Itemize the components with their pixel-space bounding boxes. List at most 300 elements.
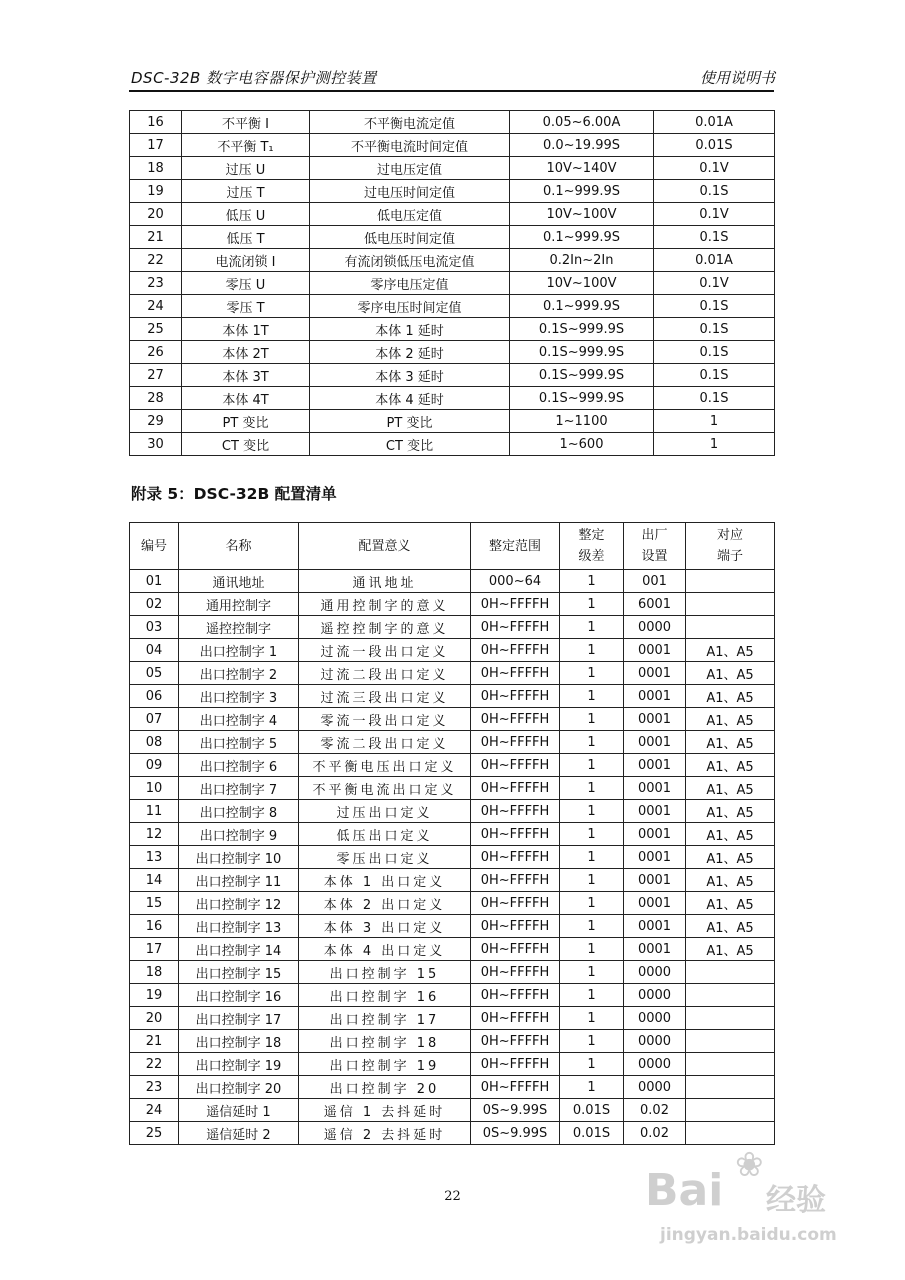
header-name: 名称: [179, 523, 299, 570]
number-cell: 21: [130, 1030, 179, 1053]
config-table-body: [130, 570, 775, 1145]
name-cell: 出口控制字 15: [179, 961, 299, 984]
meaning-cell: 过压出口定义: [299, 800, 471, 823]
default-cell: 0001: [624, 777, 686, 800]
number-cell: 18: [130, 157, 182, 180]
name-cell: 不平衡 T₁: [182, 134, 310, 157]
range-cell: 0H~FFFFH: [471, 800, 560, 823]
config-row: [130, 639, 775, 662]
range-cell: 0H~FFFFH: [471, 639, 560, 662]
meaning-cell: 过流二段出口定义: [299, 662, 471, 685]
range-cell: 10V~140V: [510, 157, 654, 180]
number-cell: 02: [130, 593, 179, 616]
name-cell: 出口控制字 18: [179, 1030, 299, 1053]
default-cell: 6001: [624, 593, 686, 616]
default-cell: 0001: [624, 731, 686, 754]
range-cell: 0H~FFFFH: [471, 915, 560, 938]
range-cell: 0S~9.99S: [471, 1099, 560, 1122]
number-cell: 12: [130, 823, 179, 846]
meaning-cell: 不平衡电流时间定值: [310, 134, 510, 157]
number-cell: 23: [130, 272, 182, 295]
name-cell: 本体 3T: [182, 364, 310, 387]
config-row: [130, 731, 775, 754]
step-cell: 1: [560, 754, 624, 777]
meaning-cell: 遥控控制字的意义: [299, 616, 471, 639]
terminal-cell: A1、A5: [686, 708, 775, 731]
range-cell: 0H~FFFFH: [471, 892, 560, 915]
range-cell: 0H~FFFFH: [471, 708, 560, 731]
meaning-cell: 本体 3 延时: [310, 364, 510, 387]
step-cell: 1: [560, 915, 624, 938]
header-default-line2: 设置: [641, 549, 668, 564]
terminal-cell: [686, 1076, 775, 1099]
name-cell: 低压 T: [182, 226, 310, 249]
header-meaning: 配置意义: [299, 523, 471, 570]
step-cell: 0.1S: [654, 318, 775, 341]
settings-row: [130, 226, 775, 249]
default-cell: 0.02: [624, 1122, 686, 1145]
name-cell: 出口控制字 11: [179, 869, 299, 892]
range-cell: 0.1S~999.9S: [510, 387, 654, 410]
step-cell: 1: [560, 800, 624, 823]
settings-row: [130, 387, 775, 410]
range-cell: 0H~FFFFH: [471, 846, 560, 869]
step-cell: 1: [560, 593, 624, 616]
name-cell: 过压 T: [182, 180, 310, 203]
range-cell: 0H~FFFFH: [471, 593, 560, 616]
step-cell: 1: [560, 1053, 624, 1076]
terminal-cell: A1、A5: [686, 639, 775, 662]
number-cell: 08: [130, 731, 179, 754]
terminal-cell: A1、A5: [686, 662, 775, 685]
default-cell: 0000: [624, 961, 686, 984]
meaning-cell: 过电压时间定值: [310, 180, 510, 203]
number-cell: 16: [130, 111, 182, 134]
baidu-jingyan-watermark: [640, 1145, 850, 1255]
settings-row: [130, 341, 775, 364]
config-row: [130, 593, 775, 616]
number-cell: 01: [130, 570, 179, 593]
number-cell: 14: [130, 869, 179, 892]
terminal-cell: [686, 961, 775, 984]
name-cell: 出口控制字 4: [179, 708, 299, 731]
terminal-cell: [686, 593, 775, 616]
name-cell: 不平衡 I: [182, 111, 310, 134]
watermark-brand-cn: 经验: [766, 1183, 826, 1218]
step-cell: 1: [560, 570, 624, 593]
range-cell: 0.2In~2In: [510, 249, 654, 272]
config-table: [129, 522, 775, 1145]
step-cell: 1: [560, 1030, 624, 1053]
page-number: 22: [444, 1189, 461, 1204]
name-cell: 遥信延时 2: [179, 1122, 299, 1145]
name-cell: 出口控制字 10: [179, 846, 299, 869]
meaning-cell: 本体 2 延时: [310, 341, 510, 364]
header-default: [624, 523, 686, 570]
terminal-cell: A1、A5: [686, 754, 775, 777]
number-cell: 23: [130, 1076, 179, 1099]
meaning-cell: PT 变比: [310, 410, 510, 433]
number-cell: 24: [130, 1099, 179, 1122]
meaning-cell: 低电压时间定值: [310, 226, 510, 249]
range-cell: 000~64: [471, 570, 560, 593]
range-cell: 0H~FFFFH: [471, 731, 560, 754]
terminal-cell: [686, 1030, 775, 1053]
name-cell: 零压 T: [182, 295, 310, 318]
number-cell: 29: [130, 410, 182, 433]
meaning-cell: 本体 3 出口定义: [299, 915, 471, 938]
default-cell: 0000: [624, 1007, 686, 1030]
number-cell: 05: [130, 662, 179, 685]
terminal-cell: A1、A5: [686, 777, 775, 800]
number-cell: 17: [130, 134, 182, 157]
range-cell: 0H~FFFFH: [471, 1007, 560, 1030]
name-cell: 过压 U: [182, 157, 310, 180]
config-row: [130, 1122, 775, 1145]
settings-row: [130, 249, 775, 272]
step-cell: 0.1S: [654, 295, 775, 318]
header-terminal-line1: 对应: [716, 528, 743, 543]
step-cell: 0.1S: [654, 387, 775, 410]
name-cell: 遥控控制字: [179, 616, 299, 639]
meaning-cell: 有流闭锁低压电流定值: [310, 249, 510, 272]
range-cell: 0H~FFFFH: [471, 1030, 560, 1053]
terminal-cell: A1、A5: [686, 685, 775, 708]
meaning-cell: 过流三段出口定义: [299, 685, 471, 708]
name-cell: 出口控制字 8: [179, 800, 299, 823]
config-row: [130, 984, 775, 1007]
step-cell: 1: [560, 869, 624, 892]
name-cell: 出口控制字 14: [179, 938, 299, 961]
terminal-cell: A1、A5: [686, 869, 775, 892]
default-cell: 0001: [624, 708, 686, 731]
range-cell: 0.1~999.9S: [510, 180, 654, 203]
step-cell: 1: [560, 961, 624, 984]
meaning-cell: 遥信 2 去抖延时: [299, 1122, 471, 1145]
settings-row: [130, 318, 775, 341]
default-cell: 0.02: [624, 1099, 686, 1122]
header-default-line1: 出厂: [641, 528, 668, 543]
settings-row: [130, 364, 775, 387]
terminal-cell: A1、A5: [686, 800, 775, 823]
range-cell: 10V~100V: [510, 272, 654, 295]
number-cell: 09: [130, 754, 179, 777]
config-row: [130, 938, 775, 961]
terminal-cell: A1、A5: [686, 823, 775, 846]
name-cell: 低压 U: [182, 203, 310, 226]
meaning-cell: 本体 4 出口定义: [299, 938, 471, 961]
number-cell: 20: [130, 203, 182, 226]
meaning-cell: 零流一段出口定义: [299, 708, 471, 731]
meaning-cell: 本体 2 出口定义: [299, 892, 471, 915]
config-row: [130, 846, 775, 869]
meaning-cell: 出口控制字 16: [299, 984, 471, 1007]
name-cell: 出口控制字 20: [179, 1076, 299, 1099]
range-cell: 0H~FFFFH: [471, 823, 560, 846]
appendix-title: 附录 5：DSC-32B 配置清单: [131, 485, 337, 503]
meaning-cell: 零流二段出口定义: [299, 731, 471, 754]
step-cell: 1: [560, 1076, 624, 1099]
meaning-cell: 本体 4 延时: [310, 387, 510, 410]
terminal-cell: A1、A5: [686, 938, 775, 961]
header-range: 整定范围: [471, 523, 560, 570]
default-cell: 0000: [624, 984, 686, 1007]
number-cell: 20: [130, 1007, 179, 1030]
range-cell: 0H~FFFFH: [471, 1076, 560, 1099]
range-cell: 0.1S~999.9S: [510, 318, 654, 341]
settings-row: [130, 410, 775, 433]
range-cell: 0.0~19.99S: [510, 134, 654, 157]
range-cell: 0S~9.99S: [471, 1122, 560, 1145]
meaning-cell: 零压出口定义: [299, 846, 471, 869]
settings-table: [129, 110, 775, 456]
meaning-cell: 低压出口定义: [299, 823, 471, 846]
meaning-cell: 出口控制字 20: [299, 1076, 471, 1099]
name-cell: 出口控制字 1: [179, 639, 299, 662]
terminal-cell: [686, 1053, 775, 1076]
document-header-manual: 使用说明书: [699, 69, 775, 87]
settings-row: [130, 157, 775, 180]
range-cell: 0.05~6.00A: [510, 111, 654, 134]
header-step-line2: 级差: [578, 549, 605, 564]
name-cell: 出口控制字 16: [179, 984, 299, 1007]
step-cell: 1: [560, 639, 624, 662]
config-row: [130, 1053, 775, 1076]
meaning-cell: 出口控制字 19: [299, 1053, 471, 1076]
range-cell: 0H~FFFFH: [471, 662, 560, 685]
name-cell: 出口控制字 19: [179, 1053, 299, 1076]
name-cell: 出口控制字 5: [179, 731, 299, 754]
header-terminal-line2: 端子: [716, 549, 743, 564]
step-cell: 1: [560, 846, 624, 869]
step-cell: 0.01A: [654, 249, 775, 272]
range-cell: 0.1S~999.9S: [510, 364, 654, 387]
default-cell: 001: [624, 570, 686, 593]
step-cell: 1: [560, 662, 624, 685]
range-cell: 10V~100V: [510, 203, 654, 226]
step-cell: 0.1S: [654, 341, 775, 364]
default-cell: 0001: [624, 823, 686, 846]
meaning-cell: CT 变比: [310, 433, 510, 456]
settings-row: [130, 111, 775, 134]
number-cell: 25: [130, 318, 182, 341]
number-cell: 25: [130, 1122, 179, 1145]
meaning-cell: 低电压定值: [310, 203, 510, 226]
range-cell: 0H~FFFFH: [471, 961, 560, 984]
step-cell: 1: [560, 892, 624, 915]
default-cell: 0000: [624, 1076, 686, 1099]
terminal-cell: [686, 984, 775, 1007]
default-cell: 0001: [624, 800, 686, 823]
step-cell: 0.1V: [654, 272, 775, 295]
settings-row: [130, 180, 775, 203]
number-cell: 24: [130, 295, 182, 318]
default-cell: 0001: [624, 938, 686, 961]
step-cell: 0.01S: [560, 1122, 624, 1145]
name-cell: 本体 2T: [182, 341, 310, 364]
meaning-cell: 本体 1 出口定义: [299, 869, 471, 892]
step-cell: 1: [560, 1007, 624, 1030]
config-table-header-row: [130, 523, 775, 570]
default-cell: 0001: [624, 639, 686, 662]
step-cell: 1: [560, 984, 624, 1007]
config-row: [130, 823, 775, 846]
settings-row: [130, 203, 775, 226]
terminal-cell: [686, 1007, 775, 1030]
default-cell: 0000: [624, 1030, 686, 1053]
config-row: [130, 777, 775, 800]
number-cell: 21: [130, 226, 182, 249]
number-cell: 16: [130, 915, 179, 938]
number-cell: 03: [130, 616, 179, 639]
meaning-cell: 零序电压时间定值: [310, 295, 510, 318]
meaning-cell: 出口控制字 18: [299, 1030, 471, 1053]
header-step-line1: 整定: [578, 528, 605, 543]
step-cell: 1: [654, 433, 775, 456]
number-cell: 19: [130, 984, 179, 1007]
number-cell: 10: [130, 777, 179, 800]
terminal-cell: [686, 616, 775, 639]
name-cell: 通用控制字: [179, 593, 299, 616]
name-cell: 出口控制字 13: [179, 915, 299, 938]
default-cell: 0001: [624, 915, 686, 938]
paw-icon: ❀: [735, 1145, 764, 1185]
step-cell: 0.01A: [654, 111, 775, 134]
config-row: [130, 1076, 775, 1099]
step-cell: 1: [560, 685, 624, 708]
terminal-cell: A1、A5: [686, 892, 775, 915]
number-cell: 26: [130, 341, 182, 364]
default-cell: 0000: [624, 616, 686, 639]
config-row: [130, 892, 775, 915]
step-cell: 0.01S: [560, 1099, 624, 1122]
range-cell: 0.1S~999.9S: [510, 341, 654, 364]
name-cell: 出口控制字 2: [179, 662, 299, 685]
config-row: [130, 685, 775, 708]
name-cell: 电流闭锁 I: [182, 249, 310, 272]
default-cell: 0001: [624, 846, 686, 869]
step-cell: 1: [560, 777, 624, 800]
meaning-cell: 不平衡电流定值: [310, 111, 510, 134]
step-cell: 0.1V: [654, 157, 775, 180]
settings-table-body: [130, 111, 775, 456]
range-cell: 1~1100: [510, 410, 654, 433]
range-cell: 0H~FFFFH: [471, 938, 560, 961]
name-cell: 出口控制字 17: [179, 1007, 299, 1030]
number-cell: 17: [130, 938, 179, 961]
watermark-url: jingyan.baidu.com: [660, 1225, 837, 1245]
number-cell: 22: [130, 1053, 179, 1076]
step-cell: 1: [654, 410, 775, 433]
default-cell: 0001: [624, 869, 686, 892]
number-cell: 27: [130, 364, 182, 387]
terminal-cell: A1、A5: [686, 846, 775, 869]
header-step: [560, 523, 624, 570]
name-cell: 零压 U: [182, 272, 310, 295]
meaning-cell: 零序电压定值: [310, 272, 510, 295]
meaning-cell: 出口控制字 17: [299, 1007, 471, 1030]
name-cell: CT 变比: [182, 433, 310, 456]
range-cell: 0H~FFFFH: [471, 869, 560, 892]
default-cell: 0001: [624, 754, 686, 777]
range-cell: 0.1~999.9S: [510, 226, 654, 249]
header-number: 编号: [130, 523, 179, 570]
document-header-title: DSC-32B 数字电容器保护测控装置: [131, 69, 377, 87]
name-cell: PT 变比: [182, 410, 310, 433]
name-cell: 出口控制字 3: [179, 685, 299, 708]
step-cell: 0.1S: [654, 180, 775, 203]
step-cell: 1: [560, 731, 624, 754]
terminal-cell: [686, 1122, 775, 1145]
step-cell: 1: [560, 938, 624, 961]
default-cell: 0001: [624, 685, 686, 708]
range-cell: 1~600: [510, 433, 654, 456]
config-row: [130, 800, 775, 823]
header-terminal: [686, 523, 775, 570]
number-cell: 19: [130, 180, 182, 203]
meaning-cell: 遥信 1 去抖延时: [299, 1099, 471, 1122]
range-cell: 0H~FFFFH: [471, 777, 560, 800]
number-cell: 13: [130, 846, 179, 869]
terminal-cell: [686, 570, 775, 593]
config-row: [130, 616, 775, 639]
range-cell: 0H~FFFFH: [471, 984, 560, 1007]
step-cell: 0.01S: [654, 134, 775, 157]
step-cell: 1: [560, 616, 624, 639]
config-row: [130, 570, 775, 593]
range-cell: 0.1~999.9S: [510, 295, 654, 318]
number-cell: 22: [130, 249, 182, 272]
terminal-cell: [686, 1099, 775, 1122]
settings-row: [130, 134, 775, 157]
meaning-cell: 不平衡电压出口定义: [299, 754, 471, 777]
name-cell: 遥信延时 1: [179, 1099, 299, 1122]
number-cell: 30: [130, 433, 182, 456]
number-cell: 04: [130, 639, 179, 662]
default-cell: 0001: [624, 662, 686, 685]
settings-row: [130, 295, 775, 318]
config-row: [130, 1099, 775, 1122]
config-row: [130, 754, 775, 777]
header-divider: [129, 90, 774, 92]
terminal-cell: A1、A5: [686, 731, 775, 754]
name-cell: 本体 1T: [182, 318, 310, 341]
settings-row: [130, 433, 775, 456]
meaning-cell: 通讯地址: [299, 570, 471, 593]
number-cell: 15: [130, 892, 179, 915]
range-cell: 0H~FFFFH: [471, 685, 560, 708]
name-cell: 出口控制字 7: [179, 777, 299, 800]
number-cell: 07: [130, 708, 179, 731]
watermark-brand: Bai: [645, 1165, 724, 1216]
config-row: [130, 1030, 775, 1053]
meaning-cell: 过流一段出口定义: [299, 639, 471, 662]
meaning-cell: 通用控制字的意义: [299, 593, 471, 616]
range-cell: 0H~FFFFH: [471, 1053, 560, 1076]
config-row: [130, 961, 775, 984]
config-row: [130, 915, 775, 938]
step-cell: 0.1V: [654, 203, 775, 226]
default-cell: 0001: [624, 892, 686, 915]
meaning-cell: 本体 1 延时: [310, 318, 510, 341]
name-cell: 通讯地址: [179, 570, 299, 593]
range-cell: 0H~FFFFH: [471, 754, 560, 777]
config-row: [130, 708, 775, 731]
step-cell: 1: [560, 823, 624, 846]
config-row: [130, 1007, 775, 1030]
meaning-cell: 不平衡电流出口定义: [299, 777, 471, 800]
settings-row: [130, 272, 775, 295]
